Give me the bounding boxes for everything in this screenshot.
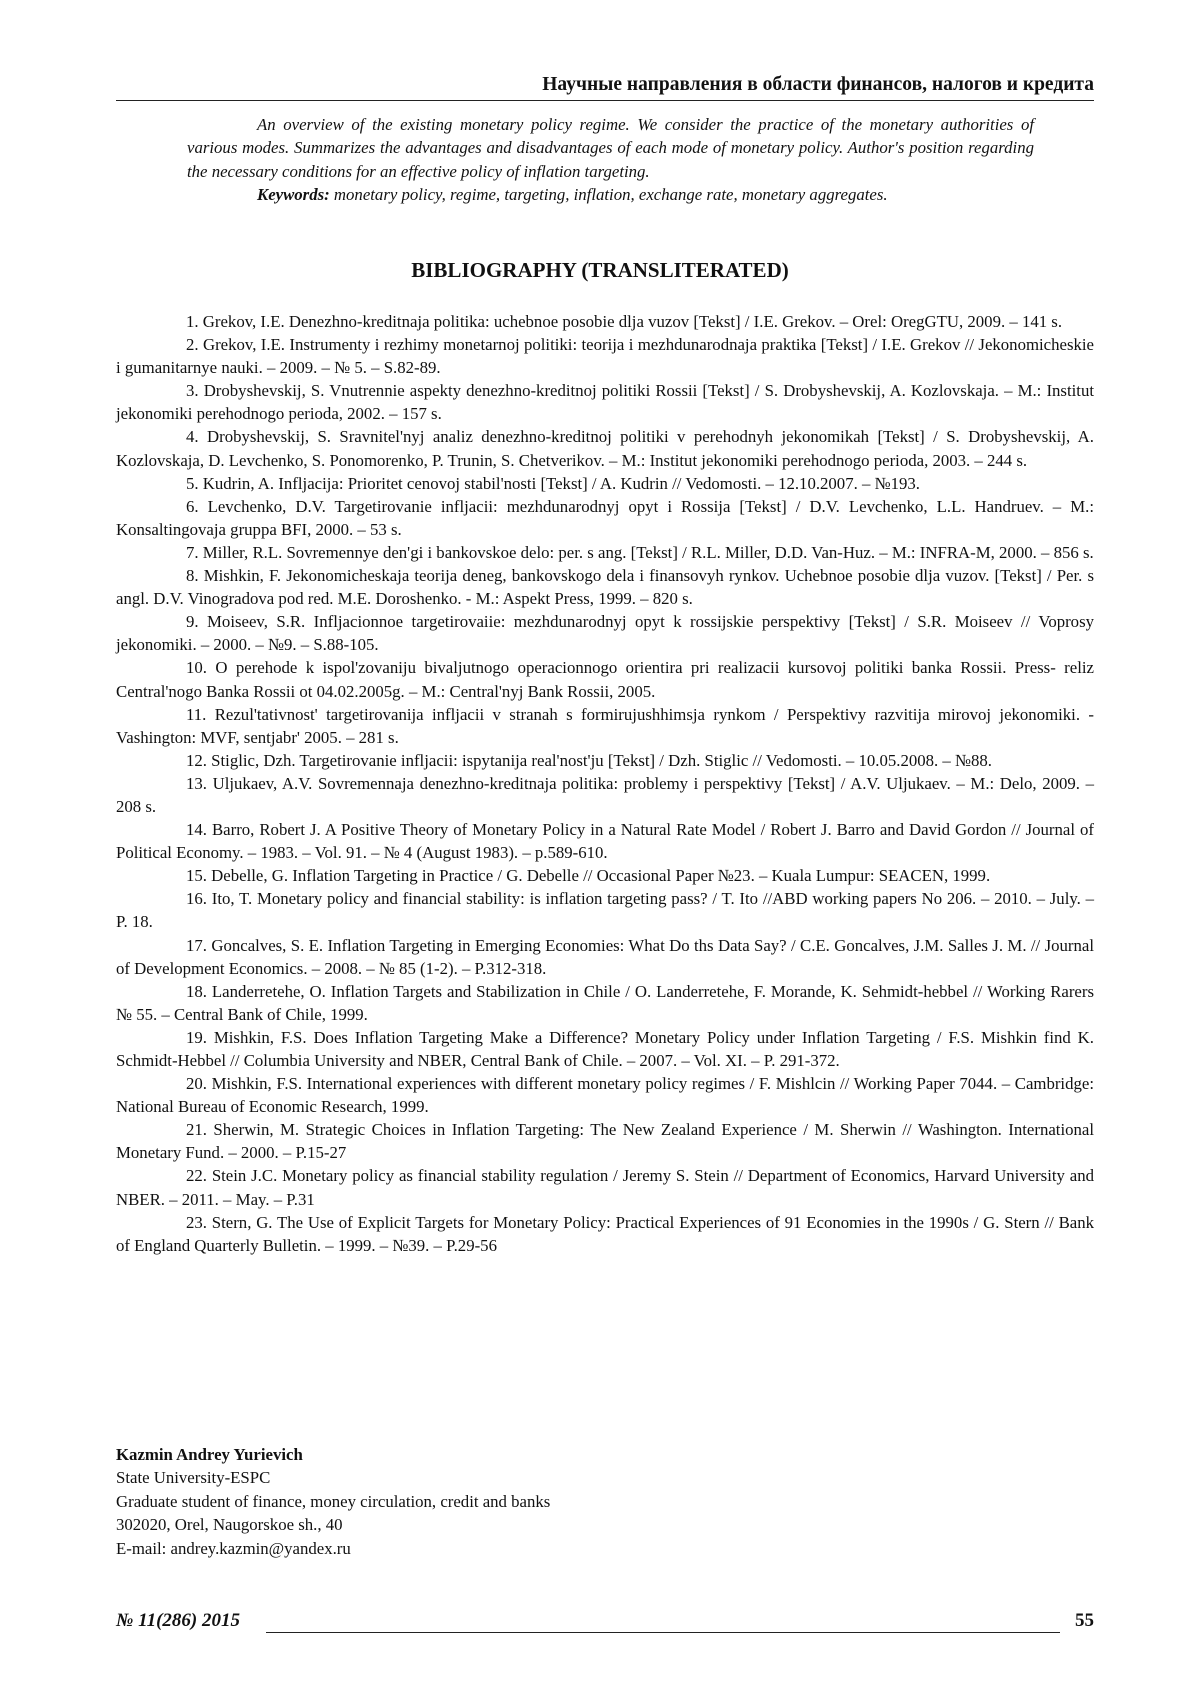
author-name: Kazmin Andrey Yurievich: [116, 1443, 550, 1466]
journal-section-title: Научные направления в области финансов, налогов и кредита: [542, 74, 1094, 96]
reference-item: 3. Drobyshevskij, S. Vnutrennie aspekty denezhno-kreditnoj politiki Rossii [Tekst] / S. Drobyshevskij, A. Kozlovskaja. – M.: Institut jekonomiki perehodnogo perioda, 2002. – 157 s.: [116, 379, 1094, 425]
reference-item: 19. Mishkin, F.S. Does Inflation Targeting Make a Difference? Monetary Policy under Inflation Targeting / F.S. Mishkin find K. Schmidt-Hebbel // Columbia University and NBER, Central Bank of Chile. – 2007. – Vol. XI. – P. 291-372.: [116, 1026, 1094, 1072]
reference-item: 20. Mishkin, F.S. International experiences with different monetary policy regimes / F. Mishlcin // Working Paper 7044. – Cambridge: National Bureau of Economic Research, 1999.: [116, 1072, 1094, 1118]
reference-item: 17. Goncalves, S. E. Inflation Targeting in Emerging Economies: What Do ths Data Say? / C.E. Goncalves, J.M. Salles J. M. // Journal of Development Economics. – 2008. – № 85 (1-2). – P.312-318.: [116, 934, 1094, 980]
reference-item: 12. Stiglic, Dzh. Targetirovanie infljacii: ispytanija real'nost'ju [Tekst] / Dzh. Stiglic // Vedomosti. – 10.05.2008. – №88.: [116, 749, 1094, 772]
keywords-text: monetary policy, regime, targeting, inflation, exchange rate, monetary aggregates.: [330, 185, 888, 204]
author-address: 302020, Orel, Naugorskoe sh., 40: [116, 1513, 550, 1536]
reference-item: 4. Drobyshevskij, S. Sravnitel'nyj analiz denezhno-kreditnoj politiki v perehodnyh jekonomikah [Tekst] / S. Drobyshevskij, A. Kozlovskaja, D. Levchenko, S. Ponomorenko, P. Trunin, S. Chetverikov. – M.: Institut jekonomiki perehodnogo perioda, 2003. – 244 s.: [116, 425, 1094, 471]
reference-item: 8. Mishkin, F. Jekonomicheskaja teorija deneg, bankovskogo dela i finansovyh rynkov. Uchebnoe posobie dlja vuzov. [Tekst] / Per. s angl. D.V. Vinogradova pod red. M.E. Doroshenko. - M.: Aspekt Press, 1999. – 820 s.: [116, 564, 1094, 610]
keywords: [187, 183, 1034, 206]
reference-item: 2. Grekov, I.E. Instrumenty i rezhimy monetarnoj politiki: teorija i mezhdunarodnaja praktika [Tekst] / I.E. Grekov // Jekonomicheskie i gumanitarnye nauki. – 2009. – № 5. – S.82-89.: [116, 333, 1094, 379]
reference-item: 13. Uljukaev, A.V. Sovremennaja denezhno-kreditnaja politika: problemy i perspektivy [Tekst] / A.V. Uljukaev. – M.: Delo, 2009. – 208 s.: [116, 772, 1094, 818]
reference-item: 22. Stein J.C. Monetary policy as financial stability regulation / Jeremy S. Stein // Department of Economics, Harvard University and NBER. – 2011. – May. – P.31: [116, 1164, 1094, 1210]
reference-item: 16. Ito, T. Monetary policy and financial stability: is inflation targeting pass? / T. Ito //ABD working papers No 206. – 2010. – July. – P. 18.: [116, 887, 1094, 933]
author-email: E-mail: andrey.kazmin@yandex.ru: [116, 1537, 550, 1560]
reference-item: 14. Barro, Robert J. A Positive Theory of Monetary Policy in a Natural Rate Model / Robert J. Barro and David Gordon // Journal of Political Economy. – 1983. – Vol. 91. – № 4 (August 1983). – p.589-610.: [116, 818, 1094, 864]
reference-item: 5. Kudrin, A. Infljacija: Prioritet cenovoj stabil'nosti [Tekst] / A. Kudrin // Vedomosti. – 12.10.2007. – №193.: [116, 472, 1094, 495]
reference-item: 18. Landerretehe, O. Inflation Targets and Stabilization in Chile / O. Landerretehe, F. Morande, K. Sehmidt-hebbel // Working Rarers № 55. – Central Bank of Chile, 1999.: [116, 980, 1094, 1026]
footer-rule: [266, 1632, 1060, 1633]
author-position: Graduate student of finance, money circulation, credit and banks: [116, 1490, 550, 1513]
author-block: [116, 1443, 550, 1560]
reference-item: 15. Debelle, G. Inflation Targeting in Practice / G. Debelle // Occasional Paper №23. – Kuala Lumpur: SEACEN, 1999.: [116, 864, 1094, 887]
bibliography-title: BIBLIOGRAPHY (TRANSLITERATED): [0, 258, 1200, 283]
keywords-label: Keywords:: [257, 185, 330, 204]
reference-item: 11. Rezul'tativnost' targetirovanija infljacii v stranah s formirujushhimsja rynkom / Perspektivy razvitija mirovoj jekonomiki. - Vashington: MVF, sentjabr' 2005. – 281 s.: [116, 703, 1094, 749]
reference-item: 7. Miller, R.L. Sovremennye den'gi i bankovskoe delo: per. s ang. [Tekst] / R.L. Miller, D.D. Van-Huz. – M.: INFRA-M, 2000. – 856 s.: [116, 541, 1094, 564]
reference-item: 23. Stern, G. The Use of Explicit Targets for Monetary Policy: Practical Experiences of 91 Economies in the 1990s / G. Stern // Bank of England Quarterly Bulletin. – 1999. – №39. – P.29-56: [116, 1211, 1094, 1257]
reference-item: 21. Sherwin, M. Strategic Choices in Inflation Targeting: The New Zealand Experience / M. Sherwin // Washington. International Monetary Fund. – 2000. – P.15-27: [116, 1118, 1094, 1164]
page-footer: [116, 1610, 1094, 1636]
issue-number: № 11(286) 2015: [116, 1610, 244, 1632]
running-header: [116, 74, 1094, 101]
page-number: 55: [1075, 1610, 1094, 1632]
reference-item: 9. Moiseev, S.R. Infljacionnoe targetirovaiie: mezhdunarodnyj opyt k rossijskie perspektivy [Tekst] / S.R. Moiseev // Voprosy jekonomiki. – 2000. – №9. – S.88-105.: [116, 610, 1094, 656]
reference-list: [116, 310, 1094, 1257]
reference-item: 1. Grekov, I.E. Denezhno-kreditnaja politika: uchebnoe posobie dlja vuzov [Tekst] / I.E. Grekov. – Orel: OregGTU, 2009. – 141 s.: [116, 310, 1094, 333]
abstract-text: An overview of the existing monetary policy regime. We consider the practice of the monetary authorities of various modes. Summarizes the advantages and disadvantages of each mode of monetary policy. Author's position regarding the necessary conditions for an effective policy of inflation targeting.: [187, 113, 1034, 183]
reference-item: 10. O perehode k ispol'zovaniju bivaljutnogo operacionnogo orientira pri realizacii kursovoj politiki banka Rossii. Press- reliz Central'nogo Banka Rossii ot 04.02.2005g. – M.: Central'nyj Bank Rossii, 2005.: [116, 656, 1094, 702]
author-affiliation: State University-ESPC: [116, 1466, 550, 1489]
reference-item: 6. Levchenko, D.V. Targetirovanie infljacii: mezhdunarodnyj opyt i Rossija [Tekst] / D.V. Levchenko, L.L. Handruev. – M.: Konsaltingovaja gruppa BFI, 2000. – 53 s.: [116, 495, 1094, 541]
abstract: [187, 113, 1034, 206]
